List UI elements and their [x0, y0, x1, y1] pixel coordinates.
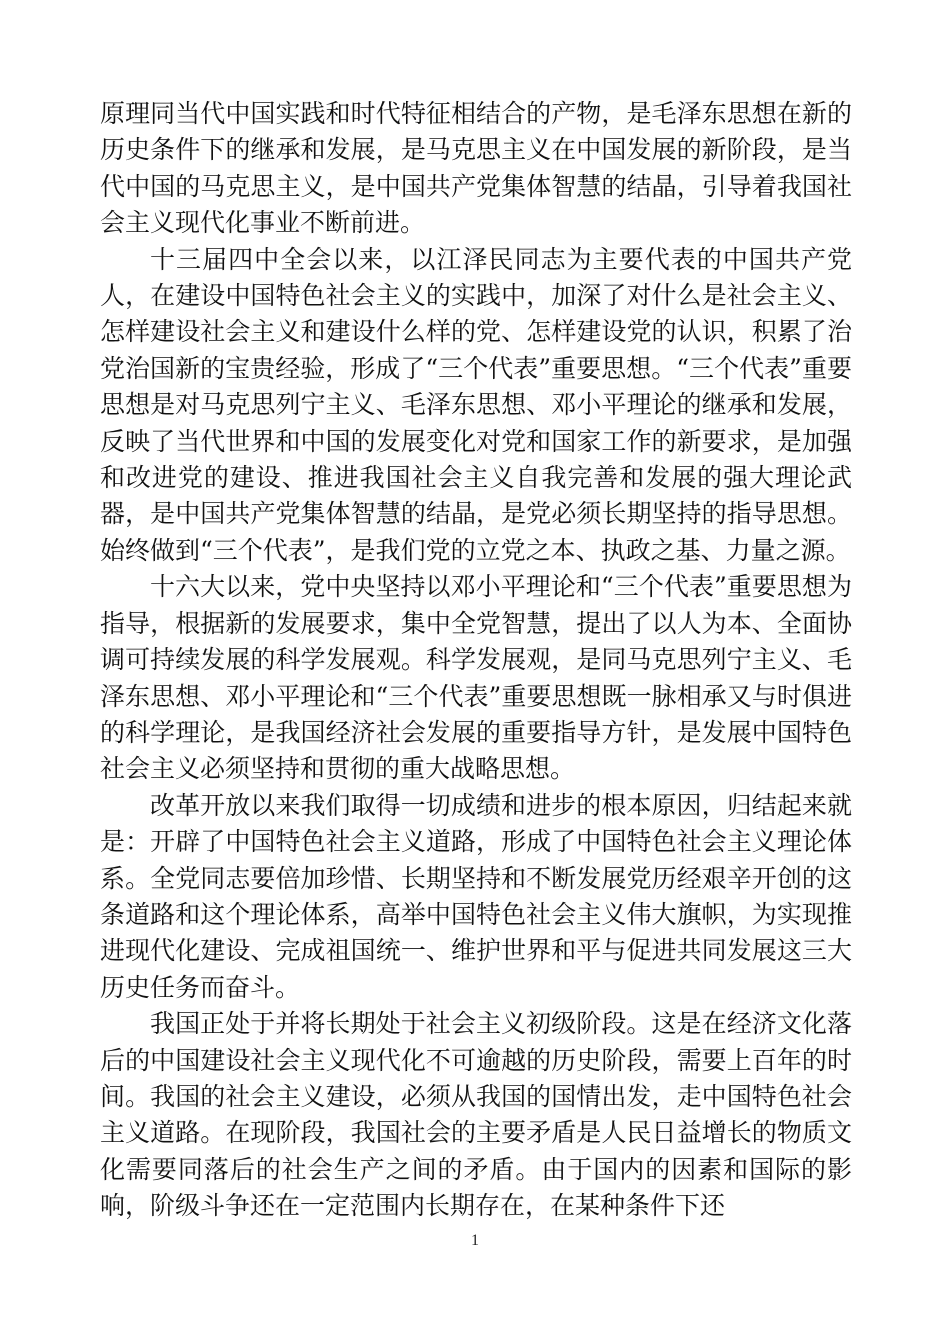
paragraph: 十六大以来，党中央坚持以邓小平理论和“三个代表”重要思想为指导，根据新的发展要求，集中全党智慧，提出了以人为本、全面协调可持续发展的科学发展观。科学发展观，是同马克思列宁主义、毛泽东思想、邓小平理论和“三个代表”重要思想既一脉相承又与时俱进的科学理论，是我国经济社会发展的重要指导方针，是发展中国特色社会主义必须坚持和贯彻的重大战略思想。: [100, 572, 852, 784]
paragraph: 我国正处于并将长期处于社会主义初级阶段。这是在经济文化落后的中国建设社会主义现代化不可逾越的历史阶段，需要上百年的时间。我国的社会主义建设，必须从我国的国情出发，走中国特色社会主义道路。在现阶段，我国社会的主要矛盾是人民日益增长的物质文化需要同落后的社会生产之间的矛盾。由于国内的因素和国际的影响，阶级斗争还在一定范围内长期存在，在某种条件下还: [100, 1009, 852, 1221]
paragraph-continued: 原理同当代中国实践和时代特征相结合的产物，是毛泽东思想在新的历史条件下的继承和发展，是马克思主义在中国发展的新阶段，是当代中国的马克思主义，是中国共产党集体智慧的结晶，引导着我国社会主义现代化事业不断前进。: [100, 99, 852, 238]
page-number: 1: [471, 1232, 479, 1249]
paragraph: 十三届四中全会以来，以江泽民同志为主要代表的中国共产党人，在建设中国特色社会主义的实践中，加深了对什么是社会主义、怎样建设社会主义和建设什么样的党、怎样建设党的认识，积累了治党治国新的宝贵经验，形成了“三个代表”重要思想。“三个代表”重要思想是对马克思列宁主义、毛泽东思想、邓小平理论的继承和发展，反映了当代世界和中国的发展变化对党和国家工作的新要求，是加强和改进党的建设、推进我国社会主义自我完善和发展的强大理论武器，是中国共产党集体智慧的结晶，是党必须长期坚持的指导思想。始终做到“三个代表”，是我们党的立党之本、执政之基、力量之源。: [100, 244, 852, 565]
paragraph: 改革开放以来我们取得一切成绩和进步的根本原因，归结起来就是：开辟了中国特色社会主义道路，形成了中国特色社会主义理论体系。全党同志要倍加珍惜、长期坚持和不断发展党历经艰辛开创的这条道路和这个理论体系，高举中国特色社会主义伟大旗帜，为实现推进现代化建设、完成祖国统一、维护世界和平与促进共同发展这三大历史任务而奋斗。: [100, 790, 852, 1002]
body-text: [100, 96, 852, 1225]
